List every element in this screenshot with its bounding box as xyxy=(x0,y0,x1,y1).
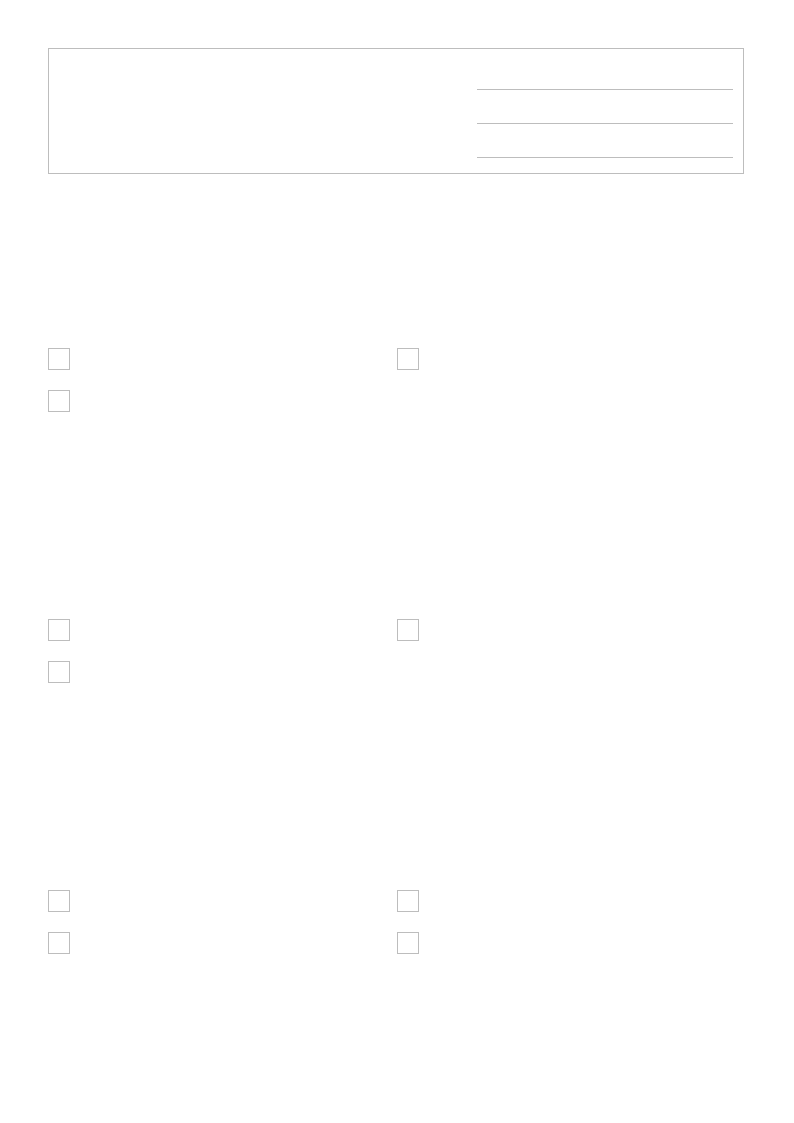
worksheet-header xyxy=(48,48,744,174)
option-box-1c[interactable] xyxy=(48,390,70,412)
bar-chart-q4 xyxy=(94,980,256,1123)
option-box-1a[interactable] xyxy=(48,348,70,370)
option-box-3b[interactable] xyxy=(397,890,419,912)
option-box-2b[interactable] xyxy=(397,619,419,641)
bar-chart-q2 xyxy=(94,438,256,596)
option-box-1b[interactable] xyxy=(397,348,419,370)
option-box-2c[interactable] xyxy=(48,661,70,683)
date-line xyxy=(477,157,733,158)
pictograph-image xyxy=(96,236,256,324)
class-line xyxy=(477,123,733,124)
bar-chart-q3 xyxy=(94,709,256,867)
name-line xyxy=(477,89,733,90)
option-box-3a[interactable] xyxy=(48,890,70,912)
option-box-3c[interactable] xyxy=(48,932,70,954)
option-box-2a[interactable] xyxy=(48,619,70,641)
option-box-3d[interactable] xyxy=(397,932,419,954)
